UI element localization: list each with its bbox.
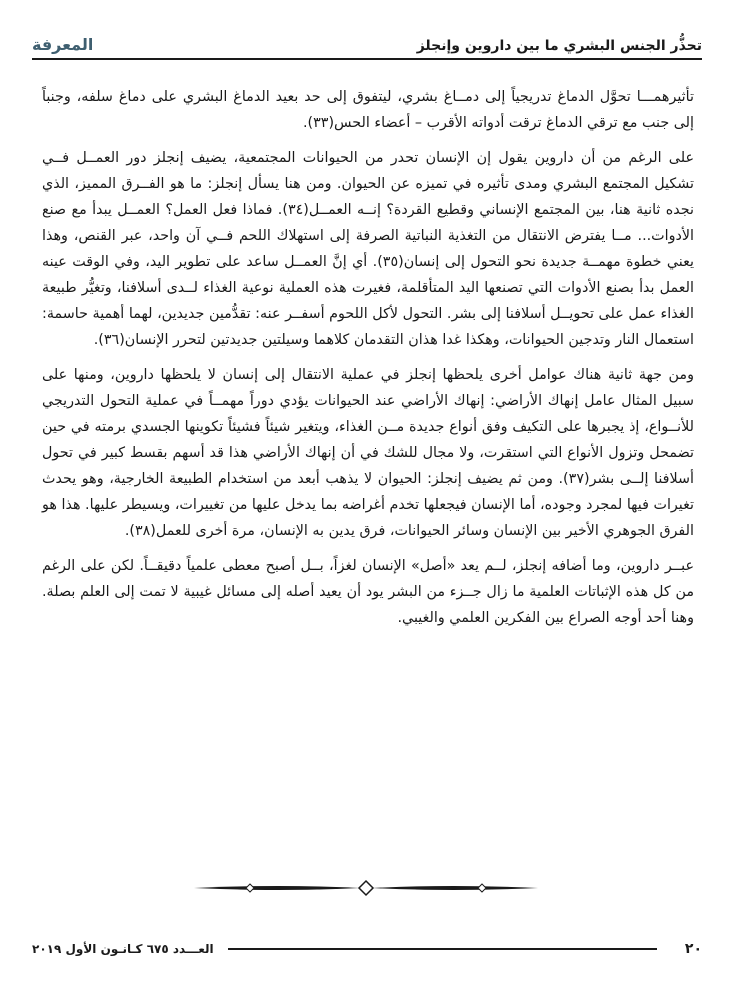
paragraph-1: تأثيرهمـــا تحوَّل الدماغ تدريجياً إلى دمــاغ بشري، ليتفوق إلى حد بعيد الدماغ البشري على دماغ سلفه، وجنباً إلى جنب مع ترقي الدماغ ترقت أدواته الأقرب – أعضاء الحس(٣٣). [42,89,694,131]
section-divider-ornament [190,878,542,898]
ornament-left-swash [194,886,360,890]
ornament-center-diamond [359,881,373,895]
footer-rule [228,948,657,950]
page-header [32,30,702,60]
ornament-left-diamond [246,884,254,892]
issue-info: العـــدد ٦٧٥ كـانـون الأول ٢٠١٩ [32,942,214,956]
ornament-right-swash [372,886,538,890]
magazine-logo: المعرفة [32,35,94,54]
paragraph-2: على الرغم من أن داروين يقول إن الإنسان تحدر من الحيوانات المجتمعية، يضيف إنجلز دور العمــل فــي تشكيل المجتمع البشري ومدى تأثيره في تميزه عن الحيوان. ومن هنا يسأل إنجلز: ما هو الفــرق المميز، الذي نجده ثانية هنا، بين المجتمع الإنساني وقطيع القردة؟ إنــه العمــل(٣٤). فماذا فعل العمل؟ العمــل يبدأ مع صنع الأدوات... مــا يفترض الانتقال من التغذية النباتية الصرفة إلى استهلاك اللحم فــي آن واحد، عبر القنص، وهذا يعني خطوة مهمــة جديدة نحو التحول إلى إنسان(٣٥). أي إنَّ العمــل ساعد على تطوير اليد، وفي الوقت عينه العمل بدأ بصنع الأدوات التي تصنعها اليد المتأقلمة، فغيرت هذه العملية نوعية الغذاء لــدى أسلافنا، وتغيُّر طبيعة الغذاء عمل على تحويــل أسلافنا إلى بشر. التحول لأكل اللحوم أسفــر عنه: تقدُّمين جديدين، لهما أهمية حاسمة: استعمال النار وتدجين الحيوانات، وهكذا غدا هذان التقدمان كلاهما وسيلتين جديدتين لتحرر الإنسان(٣٦). [42,150,694,348]
article-body [42,84,694,640]
running-title: تحذُّر الجنس البشري ما بين داروين وإنجلز [416,38,702,54]
page-footer [32,938,702,960]
ornament-right-diamond [478,884,486,892]
paragraph-3: ومن جهة ثانية هناك عوامل أخرى يلحظها إنجلز في عملية الانتقال إلى إنسان لا يلحظها داروين، ومنها على سبيل المثال عامل إنهاك الأراضي: إنهاك الأراضي عند الحيوانات يؤدي دوراً مهمــاً في عملية التحول التدريجي للأنــواع، إذ يجبرها على التكيف وفق أنواع جديدة مــن الغذاء، ويتغير شيئاً فشيئاً تكوينها الجسدي برمته في حين تضمحل وتزول الأنواع التي استقرت، ولا مجال للشك في أن إنهاك الأراضي هذا قد أسهم بقسط كبير في تحول أسلافنا إلــى بشر(٣٧). ومن ثم يضيف إنجلز: الحيوان لا يذهب أبعد من استخدام الطبيعة الخارجية، وهو يحدث تغيرات فيها لمجرد وجوده، أما الإنسان فيجعلها تخدم أغراضه بما يدخل عليها من تغييرات، ويسيطر عليها. هذا هو الفرق الجوهري الأخير بين الإنسان وسائر الحيوانات، فرق يدين به الإنسان، مرة أخرى للعمل(٣٨). [42,367,694,539]
paragraph-4: عبــر داروين، وما أضافه إنجلز، لــم يعد «أصل» الإنسان لغزاً، بــل أصبح معطى علمياً دقيقــاً. لكن على الرغم من كل هذه الإثباتات العلمية ما زال جــزء من البشر يود أن يعيد أصله إلى مسائل غيبية لا تمت إلى العلم بصلة. وهنا أحد أوجه الصراع بين الفكرين العلمي والغيبي. [42,558,694,626]
page-number: ٢٠ [684,941,702,957]
